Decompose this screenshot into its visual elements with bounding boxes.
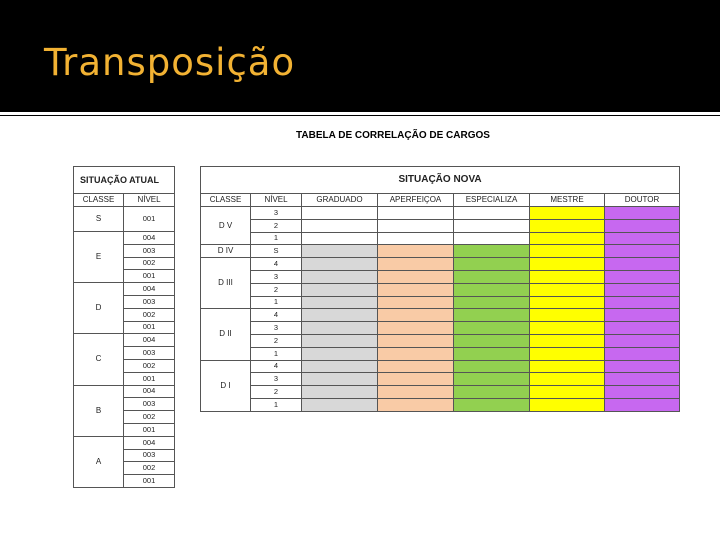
grid-cell [530,219,605,232]
grid-cell [378,296,454,309]
table-row [201,322,680,335]
nivel-cell: 4 [251,258,302,271]
nivel-cell: 004 [124,385,175,398]
grid-cell [302,360,378,373]
classe-cell: D IV [201,245,251,258]
nivel-cell: 002 [124,359,175,372]
grid-cell [530,232,605,245]
table-row [201,258,680,271]
grid-cell [605,360,680,373]
grid-cell [302,347,378,360]
grid-cell [378,398,454,411]
grid-cell [530,347,605,360]
grid-cell [454,334,530,347]
column-header: ESPECIALIZA [454,194,530,207]
nivel-cell: 003 [124,449,175,462]
grid-cell [454,360,530,373]
grid-cell [605,296,680,309]
column-header: DOUTOR [605,194,680,207]
grid-cell [454,398,530,411]
nivel-cell: 3 [251,207,302,220]
table-row [201,386,680,399]
column-header: NÍVEL [124,194,175,207]
grid-cell [530,296,605,309]
grid-cell [378,309,454,322]
grid-cell [454,296,530,309]
grid-cell [454,386,530,399]
grid-cell [378,270,454,283]
column-header: APERFEIÇOA [378,194,454,207]
grid-cell [378,207,454,220]
grid-cell [454,322,530,335]
grid-cell [530,360,605,373]
column-header: NÍVEL [251,194,302,207]
grid-cell [302,322,378,335]
grid-cell [530,334,605,347]
nivel-cell: 3 [251,270,302,283]
table-row [74,436,175,449]
divider-line [0,115,720,116]
table-row [201,360,680,373]
grid-cell [454,347,530,360]
nivel-cell: 003 [124,398,175,411]
nivel-cell: 001 [124,321,175,334]
classe-cell: D V [201,207,251,245]
table-row [74,283,175,296]
grid-cell [302,245,378,258]
grid-cell [302,373,378,386]
grid-cell [302,270,378,283]
nivel-cell: 003 [124,347,175,360]
grid-cell [454,245,530,258]
nivel-cell: 001 [124,270,175,283]
nivel-cell: 003 [124,244,175,257]
nivel-cell: 3 [251,373,302,386]
table-title: TABELA DE CORRELAÇÃO DE CARGOS [296,130,490,141]
column-header: CLASSE [201,194,251,207]
grid-cell [605,322,680,335]
grid-cell [454,258,530,271]
nivel-cell: 002 [124,308,175,321]
table-row [201,270,680,283]
column-header: GRADUADO [302,194,378,207]
grid-cell [605,386,680,399]
grid-cell [302,232,378,245]
nivel-cell: 001 [124,475,175,488]
nivel-cell: 4 [251,309,302,322]
grid-cell [302,207,378,220]
table-row [74,232,175,245]
grid-cell [530,322,605,335]
classe-cell: D [74,283,124,334]
grid-cell [530,309,605,322]
grid-cell [530,283,605,296]
nivel-cell: 1 [251,232,302,245]
grid-cell [302,219,378,232]
grid-cell [605,398,680,411]
nova-header: SITUAÇÃO NOVA [201,167,680,194]
grid-cell [605,232,680,245]
grid-cell [454,309,530,322]
grid-cell [454,270,530,283]
nivel-cell: 2 [251,386,302,399]
nivel-cell: 1 [251,347,302,360]
grid-cell [378,283,454,296]
grid-cell [530,386,605,399]
grid-cell [378,360,454,373]
table-row [201,207,680,220]
nivel-cell: 003 [124,295,175,308]
nivel-cell: 004 [124,334,175,347]
nivel-cell: 4 [251,360,302,373]
grid-cell [302,309,378,322]
nivel-cell: 1 [251,398,302,411]
grid-cell [378,373,454,386]
nivel-cell: 001 [124,423,175,436]
table-row [201,373,680,386]
grid-cell [530,245,605,258]
grid-cell [605,347,680,360]
grid-cell [454,207,530,220]
grid-cell [302,386,378,399]
grid-cell [605,309,680,322]
table-row [201,296,680,309]
table-row [74,207,175,232]
grid-cell [378,219,454,232]
grid-cell [530,207,605,220]
table-row [201,309,680,322]
grid-cell [605,373,680,386]
classe-cell: D III [201,258,251,309]
table-row [201,398,680,411]
grid-cell [605,334,680,347]
nivel-cell: 3 [251,322,302,335]
nivel-cell: 004 [124,436,175,449]
grid-cell [605,283,680,296]
classe-cell: S [74,207,124,232]
situacao-atual-table [73,166,175,488]
nivel-cell: 004 [124,232,175,245]
grid-cell [454,232,530,245]
atual-header: SITUAÇÃO ATUAL [74,167,175,194]
grid-cell [454,219,530,232]
grid-cell [605,245,680,258]
nivel-cell: S [251,245,302,258]
grid-cell [302,296,378,309]
grid-cell [378,386,454,399]
grid-cell [605,219,680,232]
column-header: MESTRE [530,194,605,207]
grid-cell [530,258,605,271]
grid-cell [378,347,454,360]
table-row [201,283,680,296]
grid-cell [605,207,680,220]
table-row [201,232,680,245]
grid-cell [378,258,454,271]
nivel-cell: 2 [251,334,302,347]
classe-cell: B [74,385,124,436]
grid-cell [530,398,605,411]
table-row [201,245,680,258]
grid-cell [605,258,680,271]
grid-cell [378,245,454,258]
table-row [74,385,175,398]
classe-cell: A [74,436,124,487]
classe-cell: D I [201,360,251,411]
nivel-cell: 002 [124,462,175,475]
grid-cell [302,258,378,271]
classe-cell: C [74,334,124,385]
grid-cell [530,270,605,283]
table-row [74,334,175,347]
nivel-cell: 004 [124,283,175,296]
situacao-nova-table [200,166,680,412]
nivel-cell: 2 [251,219,302,232]
table-row [201,347,680,360]
column-header: CLASSE [74,194,124,207]
nivel-cell: 002 [124,411,175,424]
grid-cell [302,398,378,411]
grid-cell [302,283,378,296]
grid-cell [378,334,454,347]
slide-title: Transposição [44,41,296,84]
nivel-cell: 001 [124,207,175,232]
grid-cell [378,322,454,335]
classe-cell: E [74,232,124,283]
table-row [201,334,680,347]
nivel-cell: 1 [251,296,302,309]
table-row [201,219,680,232]
nivel-cell: 002 [124,257,175,270]
classe-cell: D II [201,309,251,360]
grid-cell [302,334,378,347]
grid-cell [378,232,454,245]
nivel-cell: 2 [251,283,302,296]
grid-cell [454,373,530,386]
grid-cell [530,373,605,386]
grid-cell [454,283,530,296]
grid-cell [605,270,680,283]
nivel-cell: 001 [124,372,175,385]
